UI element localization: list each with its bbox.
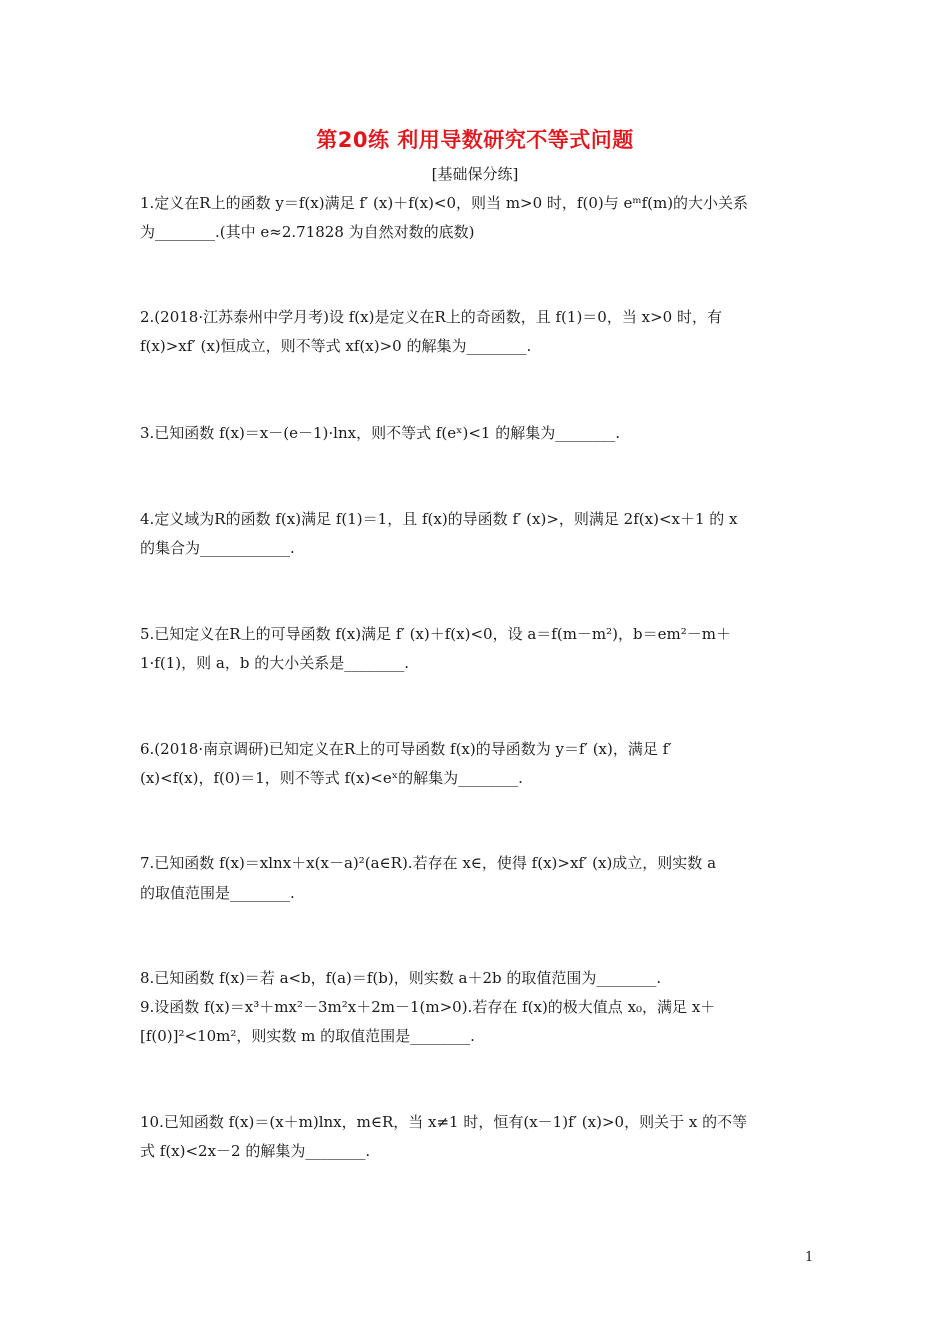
question-10-line-1: 10.已知函数 f(x)＝(x＋m)lnx，m∈R，当 x≠1 时，恒有(x－1)f′ (x)>0，则关于 x 的不等 [140, 1113, 748, 1131]
question-4-line-2: 的集合为____________. [140, 539, 295, 557]
question-5-line-2: 1·f(1)，则 a，b 的大小关系是________. [140, 654, 409, 672]
question-8-line-1: 8.已知函数 f(x)＝若 a<b，f(a)＝f(b)，则实数 a＋2b 的取值范围为________. [140, 969, 662, 987]
question-4-line-1: 4.定义域为R的函数 f(x)满足 f(1)＝1，且 f(x)的导函数 f′ (x)>，则满足 2f(x)<x＋1 的 x [140, 510, 738, 528]
question-1-line-2: 为________.(其中 e≈2.71828 为自然对数的底数) [140, 223, 475, 241]
question-10-line-2: 式 f(x)<2x－2 的解集为________. [140, 1142, 371, 1160]
question-3-line-1: 3.已知函数 f(x)＝x－(e－1)·lnx，则不等式 f(eˣ)<1 的解集为________. [140, 424, 620, 442]
question-9-line-1: 9.设函数 f(x)＝x³＋mx²－3m²x＋2m－1(m>0).若存在 f(x)的极大值点 x₀，满足 x＋ [140, 998, 716, 1016]
question-7-line-1: 7.已知函数 f(x)＝xlnx＋x(x－a)²(a∈R).若存在 x∈，使得 f(x)>xf′ (x)成立，则实数 a [140, 854, 717, 872]
question-9-line-2: [f(0)]²<10m²，则实数 m 的取值范围是________. [140, 1027, 475, 1045]
question-1-line-1: 1.定义在R上的函数 y＝f(x)满足 f′ (x)＋f(x)<0，则当 m>0 时，f(0)与 eᵐf(m)的大小关系 [140, 194, 749, 212]
page-title: 第20练 利用导数研究不等式问题 [316, 128, 634, 152]
section-label: [基础保分练] [431, 165, 519, 183]
question-2-line-2: f(x)>xf′ (x)恒成立，则不等式 xf(x)>0 的解集为________. [140, 337, 532, 355]
question-6-line-1: 6.(2018·南京调研)已知定义在R上的可导函数 f(x)的导函数为 y＝f′ (x)，满足 f′ [140, 740, 672, 758]
question-5-line-1: 5.已知定义在R上的可导函数 f(x)满足 f′ (x)＋f(x)<0，设 a＝f(m－m²)，b＝em²－m＋ [140, 625, 731, 643]
question-7-line-2: 的取值范围是________. [140, 884, 295, 902]
page-number: 1 [805, 1250, 814, 1265]
question-2-line-1: 2.(2018·江苏泰州中学月考)设 f(x)是定义在R上的奇函数，且 f(1)＝0，当 x>0 时，有 [140, 308, 722, 326]
question-6-line-2: (x)<f(x)，f(0)＝1，则不等式 f(x)<eˣ的解集为________. [140, 769, 523, 787]
